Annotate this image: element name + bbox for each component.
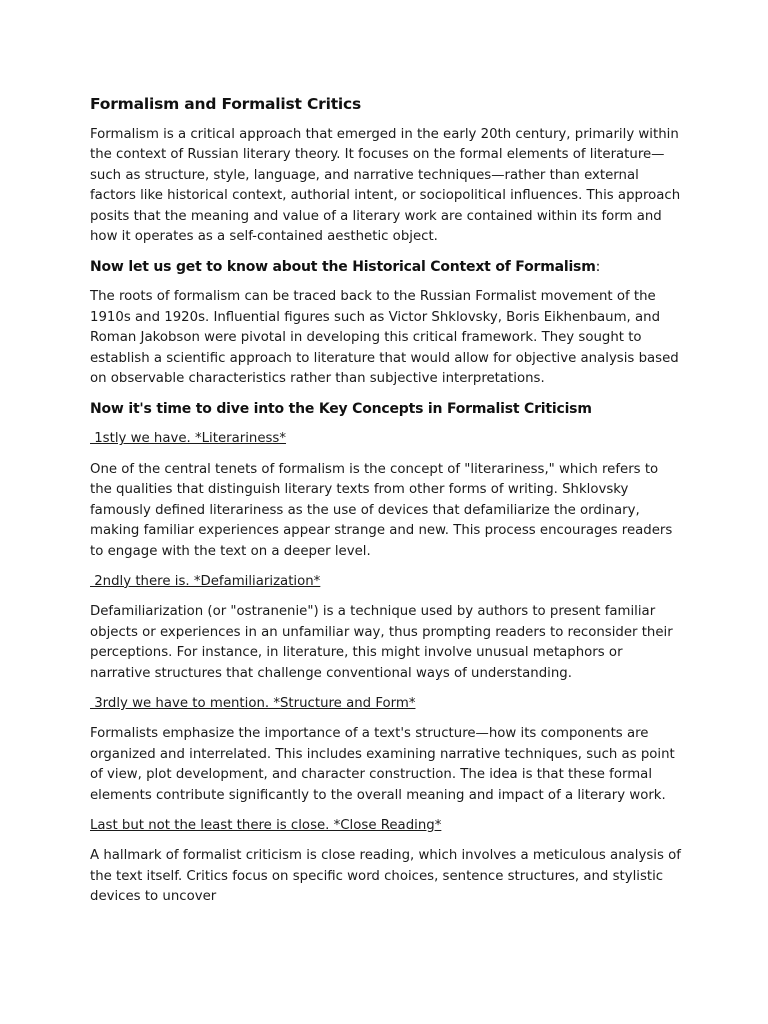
defamiliarization-subheading: 2ndly there is. *Defamiliarization* [90,573,321,589]
structure-form-paragraph: Formalists emphasize the importance of a text's structure—how its components are organized and interrelated. This includes examining narrative techniques, such as point of view, plot development, and character construction. The idea is that these formal elements contribute significantly to the overall meaning and impact of a literary work. [90,726,675,803]
page-title: Formalism and Formalist Critics [90,95,362,113]
historical-context-heading-text: Now let us get to know about the Historical Context of Formalism [90,259,596,276]
close-reading-paragraph: A hallmark of formalist criticism is close reading, which involves a meticulous analysis of the text itself. Critics focus on specific word choices, sentence structures, and stylistic devices to uncover [90,848,681,905]
document-page [90,92,684,918]
historical-context-paragraph: The roots of formalism can be traced back to the Russian Formalist movement of the 1910s and 1920s. Influential figures such as Victor Shklovsky, Boris Eikhenbaum, and Roman Jakobson were pivotal in developing this critical framework. They sought to establish a scientific approach to literature that would allow for objective analysis based on observable characteristics rather than subjective interpretations. [90,289,679,387]
structure-form-subheading: 3rdly we have to mention. *Structure and Form* [90,695,416,711]
close-reading-subheading: Last but not the least there is close. *Close Reading* [90,817,442,833]
intro-paragraph: Formalism is a critical approach that emerged in the early 20th century, primarily within the context of Russian literary theory. It focuses on the formal elements of literature—such as structure, style, language, and narrative techniques—rather than external factors like historical context, authorial intent, or sociopolitical influences. This approach posits that the meaning and value of a literary work are contained within its form and how it operates as a self-contained aesthetic object. [90,127,681,245]
historical-context-heading [90,257,684,277]
historical-context-heading-colon: : [595,259,601,276]
key-concepts-heading: Now it's time to dive into the Key Concepts in Formalist Criticism [90,401,592,418]
literariness-subheading: 1stly we have. *Literariness* [90,431,287,447]
defamiliarization-paragraph: Defamiliarization (or "ostranenie") is a technique used by authors to present familiar objects or experiences in an unfamiliar way, thus prompting readers to reconsider their perceptions. For instance, in literature, this might involve unusual metaphors or narrative structures that challenge conventional ways of understanding. [90,604,673,681]
literariness-paragraph: One of the central tenets of formalism is the concept of "literariness," which refers to the qualities that distinguish literary texts from other forms of writing. Shklovsky famously defined literariness as the use of devices that defamiliarize the ordinary, making familiar experiences appear strange and new. This process encourages readers to engage with the text on a deeper level. [90,461,673,559]
